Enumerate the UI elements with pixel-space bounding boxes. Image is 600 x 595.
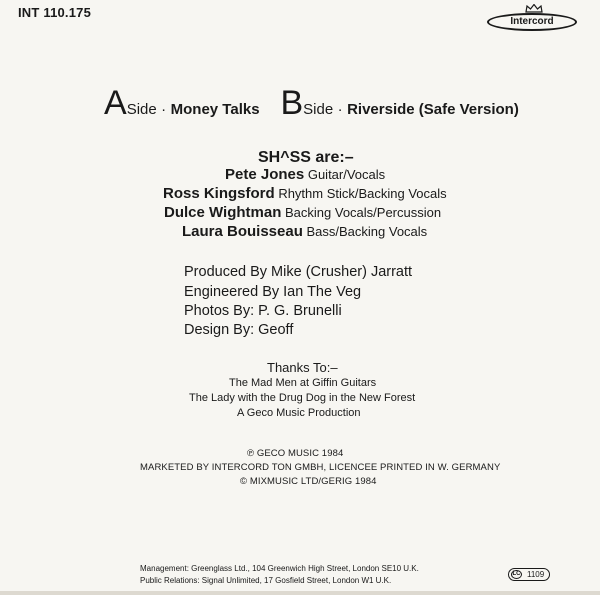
band-heading: SH^SS are:– bbox=[258, 149, 354, 166]
member-name: Ross Kingsford bbox=[163, 185, 275, 202]
member-line bbox=[182, 223, 427, 240]
intercord-logo bbox=[487, 4, 581, 32]
thanks-heading: Thanks To:– bbox=[267, 360, 338, 375]
member-role: Bass/Backing Vocals bbox=[306, 224, 428, 239]
member-role: Rhythm Stick/Backing Vocals bbox=[278, 186, 447, 201]
label-code-badge bbox=[508, 568, 550, 581]
side-a-letter: A bbox=[104, 84, 127, 122]
member-role: Backing Vocals/Percussion bbox=[285, 205, 442, 220]
member-name: Pete Jones bbox=[225, 166, 305, 183]
member-line bbox=[163, 185, 447, 202]
side-a-dot: · bbox=[161, 101, 167, 118]
credit-producer: Produced By Mike (Crusher) Jarratt bbox=[184, 264, 413, 280]
catalog-number: INT 110.175 bbox=[18, 5, 92, 20]
side-titles bbox=[104, 84, 519, 123]
member-line bbox=[164, 204, 441, 221]
member-line bbox=[225, 166, 385, 183]
side-a-title: Money Talks bbox=[170, 101, 260, 118]
side-b-title: Riverside (Safe Version) bbox=[347, 101, 519, 118]
label-logo-text: Intercord bbox=[487, 13, 577, 31]
member-role: Guitar/Vocals bbox=[307, 167, 386, 182]
marketing-line: MARKETED BY INTERCORD TON GMBH, LICENCEE PRINTED IN W. GERMANY bbox=[140, 462, 501, 473]
side-b-letter: B bbox=[280, 84, 304, 122]
member-name: Dulce Wightman bbox=[164, 204, 282, 221]
phonographic-copyright: ℗ GECO MUSIC 1984 bbox=[247, 448, 344, 459]
lc-number: 1109 bbox=[527, 570, 545, 579]
thanks-line: A Geco Music Production bbox=[237, 407, 361, 419]
thanks-line: The Lady with the Drug Dog in the New Forest bbox=[189, 392, 416, 404]
crown-icon bbox=[525, 4, 543, 13]
side-a-word: Side bbox=[126, 101, 157, 118]
footer-management: Management: Greenglass Ltd., 104 Greenwich High Street, London SE10 U.K. bbox=[140, 564, 419, 573]
footer-public-relations: Public Relations: Signal Unlimited, 17 Gosfield Street, London W1 U.K. bbox=[140, 576, 392, 585]
side-b-word: Side bbox=[303, 101, 334, 118]
lc-mark: LC bbox=[512, 571, 521, 577]
side-b-dot: · bbox=[337, 101, 343, 118]
credit-engineer: Engineered By Ian The Veg bbox=[184, 284, 362, 300]
credit-design: Design By: Geoff bbox=[184, 322, 294, 338]
member-name: Laura Bouisseau bbox=[182, 223, 303, 240]
thanks-line: The Mad Men at Giffin Guitars bbox=[229, 377, 377, 389]
credit-photos: Photos By: P. G. Brunelli bbox=[184, 303, 342, 319]
copyright-line: © MIXMUSIC LTD/GERIG 1984 bbox=[240, 476, 377, 487]
